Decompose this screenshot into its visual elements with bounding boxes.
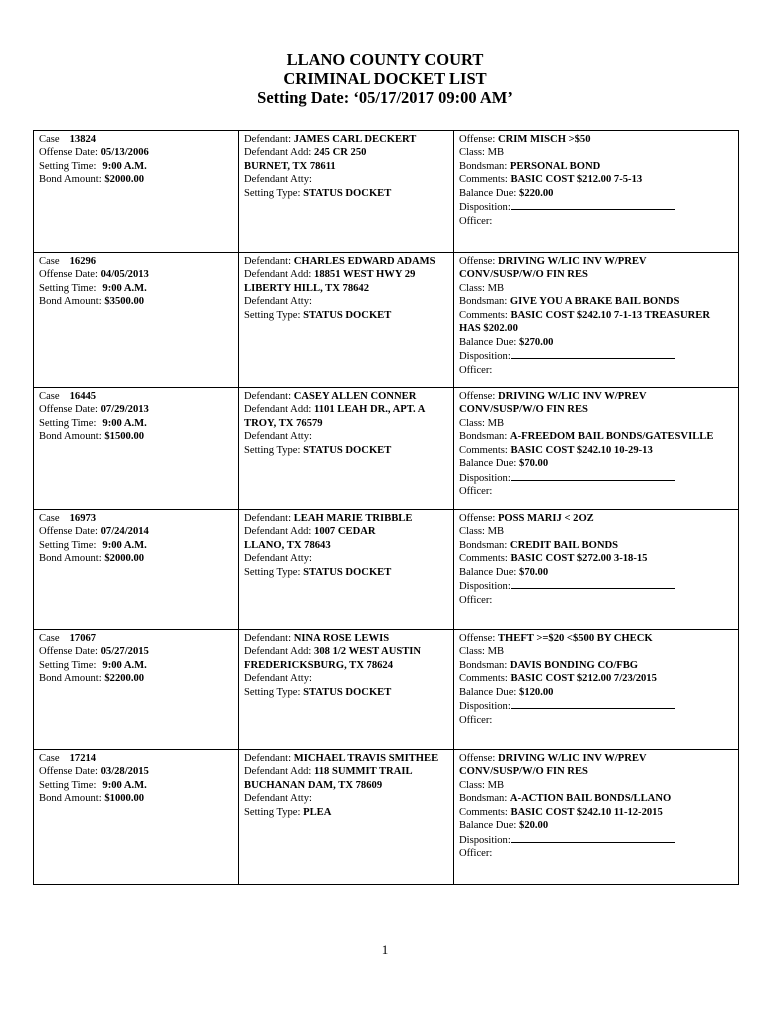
balance-due: $220.00 xyxy=(519,187,554,199)
defendant-address: 308 1/2 WEST AUSTIN xyxy=(314,646,422,658)
setting-type: STATUS DOCKET xyxy=(303,566,392,578)
class-label: Class: xyxy=(459,282,485,294)
case-label: Case xyxy=(39,513,60,524)
balance-due-label: Balance Due: xyxy=(459,336,517,348)
offense-date: 05/27/2015 xyxy=(100,646,149,658)
case-cell xyxy=(34,510,239,630)
comments: BASIC COST $272.00 3-18-15 xyxy=(510,553,648,565)
comments-label: Comments: xyxy=(459,673,508,685)
defendant-address-label: Defendant Add: xyxy=(244,526,312,538)
bondsman-label: Bondsman: xyxy=(459,539,508,551)
case-number: 16445 xyxy=(69,391,97,402)
bond-amount-label: Bond Amount: xyxy=(39,673,102,685)
bondsman-label: Bondsman: xyxy=(459,160,508,172)
disposition-blank xyxy=(511,200,675,210)
document-title: CRIMINAL DOCKET LIST xyxy=(283,69,487,88)
bond-amount: $3500.00 xyxy=(104,296,145,308)
defendant-cell xyxy=(239,510,454,630)
setting-type: STATUS DOCKET xyxy=(303,187,392,199)
offense-cell xyxy=(454,388,739,510)
defendant-name: NINA ROSE LEWIS xyxy=(293,633,390,644)
bond-amount: $2200.00 xyxy=(104,673,145,685)
offense-label: Offense: xyxy=(459,134,496,145)
defendant-city: FREDERICKSBURG, TX 78624 xyxy=(244,659,394,671)
setting-type: PLEA xyxy=(303,806,332,818)
defendant-address: 18851 WEST HWY 29 xyxy=(314,269,416,281)
balance-due: $20.00 xyxy=(519,820,549,832)
comments: BASIC COST $212.00 7/23/2015 xyxy=(510,673,657,685)
defendant-cell xyxy=(239,388,454,510)
defendant-atty-label: Defendant Atty: xyxy=(244,174,312,186)
offense-class: MB xyxy=(487,147,505,159)
defendant-city: LIBERTY HILL, TX 78642 xyxy=(244,282,370,294)
defendant-cell xyxy=(239,750,454,885)
officer-label: Officer: xyxy=(459,364,493,376)
disposition-blank xyxy=(511,471,675,481)
defendant-name: JAMES CARL DECKERT xyxy=(293,134,417,145)
offense-date: 03/28/2015 xyxy=(100,766,149,778)
offense-cell xyxy=(454,131,739,253)
docket-entry xyxy=(34,253,739,388)
case-label: Case xyxy=(39,134,60,145)
offense-date-label: Offense Date: xyxy=(39,526,98,538)
balance-due: $270.00 xyxy=(519,336,554,348)
class-label: Class: xyxy=(459,417,485,429)
comments-label: Comments: xyxy=(459,309,508,321)
setting-time: 9:00 A.M. xyxy=(102,779,147,791)
offense-label: Offense: xyxy=(459,391,496,402)
case-cell xyxy=(34,131,239,253)
defendant-atty-label: Defendant Atty: xyxy=(244,296,312,308)
balance-due: $70.00 xyxy=(519,566,549,578)
docket-entry xyxy=(34,630,739,750)
class-label: Class: xyxy=(459,526,485,538)
offense: DRIVING W/LIC INV W/PREV CONV/SUSP/W/O FIN RES xyxy=(459,256,647,281)
bond-amount-label: Bond Amount: xyxy=(39,553,102,565)
balance-due-label: Balance Due: xyxy=(459,686,517,698)
defendant-city: BURNET, TX 78611 xyxy=(244,160,336,172)
offense: POSS MARIJ < 2OZ xyxy=(497,513,594,524)
comments-label: Comments: xyxy=(459,444,508,456)
bond-amount-label: Bond Amount: xyxy=(39,174,102,186)
offense: DRIVING W/LIC INV W/PREV CONV/SUSP/W/O FIN RES xyxy=(459,753,647,778)
setting-time-label: Setting Time: xyxy=(39,779,97,791)
case-label: Case xyxy=(39,633,60,644)
officer-label: Officer: xyxy=(459,594,493,606)
comments: BASIC COST $242.10 7-1-13 TREASURER HAS $202.00 xyxy=(459,309,710,335)
offense-date-label: Offense Date: xyxy=(39,646,98,658)
setting-time-label: Setting Time: xyxy=(39,539,97,551)
disposition-label: Disposition: xyxy=(459,834,511,846)
offense-date: 04/05/2013 xyxy=(100,269,149,281)
offense-date: 07/29/2013 xyxy=(100,404,149,416)
defendant-address-label: Defendant Add: xyxy=(244,404,312,416)
defendant-address: 1101 LEAH DR., APT. A xyxy=(314,404,426,416)
offense: THEFT >=$20 <$500 BY CHECK xyxy=(497,633,653,644)
bond-amount: $1000.00 xyxy=(104,793,145,805)
bond-amount-label: Bond Amount: xyxy=(39,793,102,805)
defendant-cell xyxy=(239,131,454,253)
defendant-address: 245 CR 250 xyxy=(314,147,367,159)
offense-label: Offense: xyxy=(459,633,496,644)
comments-label: Comments: xyxy=(459,553,508,565)
bondsman-label: Bondsman: xyxy=(459,296,508,308)
docket-entry xyxy=(34,388,739,510)
comments: BASIC COST $212.00 7-5-13 xyxy=(510,174,643,186)
case-cell xyxy=(34,750,239,885)
balance-due: $70.00 xyxy=(519,458,549,470)
setting-type: STATUS DOCKET xyxy=(303,309,392,321)
setting-time: 9:00 A.M. xyxy=(102,282,147,294)
docket-entry xyxy=(34,510,739,630)
defendant-address: 1007 CEDAR xyxy=(314,526,376,538)
offense: DRIVING W/LIC INV W/PREV CONV/SUSP/W/O FIN RES xyxy=(459,391,647,416)
defendant-cell xyxy=(239,253,454,388)
setting-type-label: Setting Type: xyxy=(244,444,301,456)
defendant-label: Defendant: xyxy=(244,513,292,524)
offense-cell xyxy=(454,630,739,750)
defendant-atty-label: Defendant Atty: xyxy=(244,553,312,565)
balance-due-label: Balance Due: xyxy=(459,187,517,199)
disposition-blank xyxy=(511,699,675,709)
offense: CRIM MISCH >$50 xyxy=(497,134,591,145)
bond-amount: $2000.00 xyxy=(104,174,145,186)
comments-label: Comments: xyxy=(459,806,508,818)
case-cell xyxy=(34,630,239,750)
balance-due-label: Balance Due: xyxy=(459,458,517,470)
setting-time-label: Setting Time: xyxy=(39,282,97,294)
case-cell xyxy=(34,388,239,510)
offense-date-label: Offense Date: xyxy=(39,404,98,416)
setting-time-label: Setting Time: xyxy=(39,417,97,429)
defendant-name: MICHAEL TRAVIS SMITHEE xyxy=(293,753,439,764)
offense-date: 07/24/2014 xyxy=(100,526,149,538)
setting-type-label: Setting Type: xyxy=(244,686,301,698)
setting-date: Setting Date: ‘05/17/2017 09:00 AM’ xyxy=(257,88,513,107)
offense-cell xyxy=(454,510,739,630)
disposition-label: Disposition: xyxy=(459,581,511,593)
offense-class: MB xyxy=(487,779,505,791)
defendant-address-label: Defendant Add: xyxy=(244,269,312,281)
bondsman: GIVE YOU A BRAKE BAIL BONDS xyxy=(509,296,680,308)
setting-type-label: Setting Type: xyxy=(244,187,301,199)
class-label: Class: xyxy=(459,779,485,791)
offense-date-label: Offense Date: xyxy=(39,269,98,281)
disposition-label: Disposition: xyxy=(459,472,511,484)
case-label: Case xyxy=(39,753,60,764)
case-number: 16296 xyxy=(69,256,97,267)
setting-type: STATUS DOCKET xyxy=(303,444,392,456)
officer-label: Officer: xyxy=(459,714,493,726)
page-number: 1 xyxy=(381,942,389,957)
defendant-atty-label: Defendant Atty: xyxy=(244,431,312,443)
docket-entry xyxy=(34,131,739,253)
case-number: 17214 xyxy=(69,753,97,764)
document-header xyxy=(0,50,770,107)
setting-type-label: Setting Type: xyxy=(244,309,301,321)
setting-time-label: Setting Time: xyxy=(39,659,97,671)
defendant-city: LLANO, TX 78643 xyxy=(244,539,331,551)
bondsman-label: Bondsman: xyxy=(459,431,508,443)
defendant-label: Defendant: xyxy=(244,391,292,402)
disposition-label: Disposition: xyxy=(459,351,511,363)
court-name: LLANO COUNTY COURT xyxy=(286,50,484,69)
defendant-label: Defendant: xyxy=(244,633,292,644)
defendant-city: TROY, TX 76579 xyxy=(244,417,323,429)
balance-due-label: Balance Due: xyxy=(459,566,517,578)
bond-amount: $1500.00 xyxy=(104,431,145,443)
bond-amount: $2000.00 xyxy=(104,553,145,565)
class-label: Class: xyxy=(459,147,485,159)
bondsman: PERSONAL BOND xyxy=(509,160,601,172)
offense-date-label: Offense Date: xyxy=(39,766,98,778)
case-number: 13824 xyxy=(69,134,97,145)
docket-table xyxy=(33,130,739,885)
bondsman-label: Bondsman: xyxy=(459,793,508,805)
offense-class: MB xyxy=(487,646,505,658)
case-label: Case xyxy=(39,256,60,267)
disposition-blank xyxy=(511,579,675,589)
setting-type-label: Setting Type: xyxy=(244,806,301,818)
defendant-cell xyxy=(239,630,454,750)
offense-label: Offense: xyxy=(459,753,496,764)
bondsman-label: Bondsman: xyxy=(459,659,508,671)
bondsman: DAVIS BONDING CO/FBG xyxy=(509,659,639,671)
defendant-address-label: Defendant Add: xyxy=(244,646,312,658)
offense-label: Offense: xyxy=(459,256,496,267)
comments-label: Comments: xyxy=(459,174,508,186)
case-label: Case xyxy=(39,391,60,402)
offense-cell xyxy=(454,750,739,885)
defendant-address: 118 SUMMIT TRAIL xyxy=(314,766,413,778)
class-label: Class: xyxy=(459,646,485,658)
disposition-blank xyxy=(511,833,675,843)
offense-label: Offense: xyxy=(459,513,496,524)
bond-amount-label: Bond Amount: xyxy=(39,296,102,308)
defendant-name: LEAH MARIE TRIBBLE xyxy=(293,513,413,524)
bondsman: A-FREEDOM BAIL BONDS/GATESVILLE xyxy=(509,431,714,443)
bondsman: CREDIT BAIL BONDS xyxy=(509,539,619,551)
setting-type: STATUS DOCKET xyxy=(303,686,392,698)
case-number: 17067 xyxy=(69,633,97,644)
defendant-name: CHARLES EDWARD ADAMS xyxy=(293,256,436,267)
offense-date: 05/13/2006 xyxy=(100,147,149,159)
setting-type-label: Setting Type: xyxy=(244,566,301,578)
offense-class: MB xyxy=(487,526,505,538)
defendant-city: BUCHANAN DAM, TX 78609 xyxy=(244,779,383,791)
setting-time: 9:00 A.M. xyxy=(102,417,147,429)
defendant-atty-label: Defendant Atty: xyxy=(244,673,312,685)
setting-time: 9:00 A.M. xyxy=(102,539,147,551)
officer-label: Officer: xyxy=(459,215,493,227)
defendant-name: CASEY ALLEN CONNER xyxy=(293,391,417,402)
defendant-atty-label: Defendant Atty: xyxy=(244,793,312,805)
defendant-label: Defendant: xyxy=(244,134,292,145)
bond-amount-label: Bond Amount: xyxy=(39,431,102,443)
offense-class: MB xyxy=(487,282,505,294)
offense-cell xyxy=(454,253,739,388)
officer-label: Officer: xyxy=(459,848,493,860)
setting-time: 9:00 A.M. xyxy=(102,659,147,671)
disposition-label: Disposition: xyxy=(459,202,511,214)
disposition-label: Disposition: xyxy=(459,701,511,713)
disposition-blank xyxy=(511,349,675,359)
defendant-label: Defendant: xyxy=(244,256,292,267)
offense-class: MB xyxy=(487,417,505,429)
case-cell xyxy=(34,253,239,388)
offense-date-label: Offense Date: xyxy=(39,147,98,159)
comments: BASIC COST $242.10 11-12-2015 xyxy=(510,806,663,818)
defendant-label: Defendant: xyxy=(244,753,292,764)
comments: BASIC COST $242.10 10-29-13 xyxy=(510,444,653,456)
defendant-address-label: Defendant Add: xyxy=(244,147,312,159)
balance-due: $120.00 xyxy=(519,686,554,698)
bondsman: A-ACTION BAIL BONDS/LLANO xyxy=(509,793,672,805)
case-number: 16973 xyxy=(69,513,97,524)
balance-due-label: Balance Due: xyxy=(459,820,517,832)
setting-time-label: Setting Time: xyxy=(39,160,97,172)
setting-time: 9:00 A.M. xyxy=(102,160,147,172)
docket-entry xyxy=(34,750,739,885)
officer-label: Officer: xyxy=(459,486,493,498)
defendant-address-label: Defendant Add: xyxy=(244,766,312,778)
